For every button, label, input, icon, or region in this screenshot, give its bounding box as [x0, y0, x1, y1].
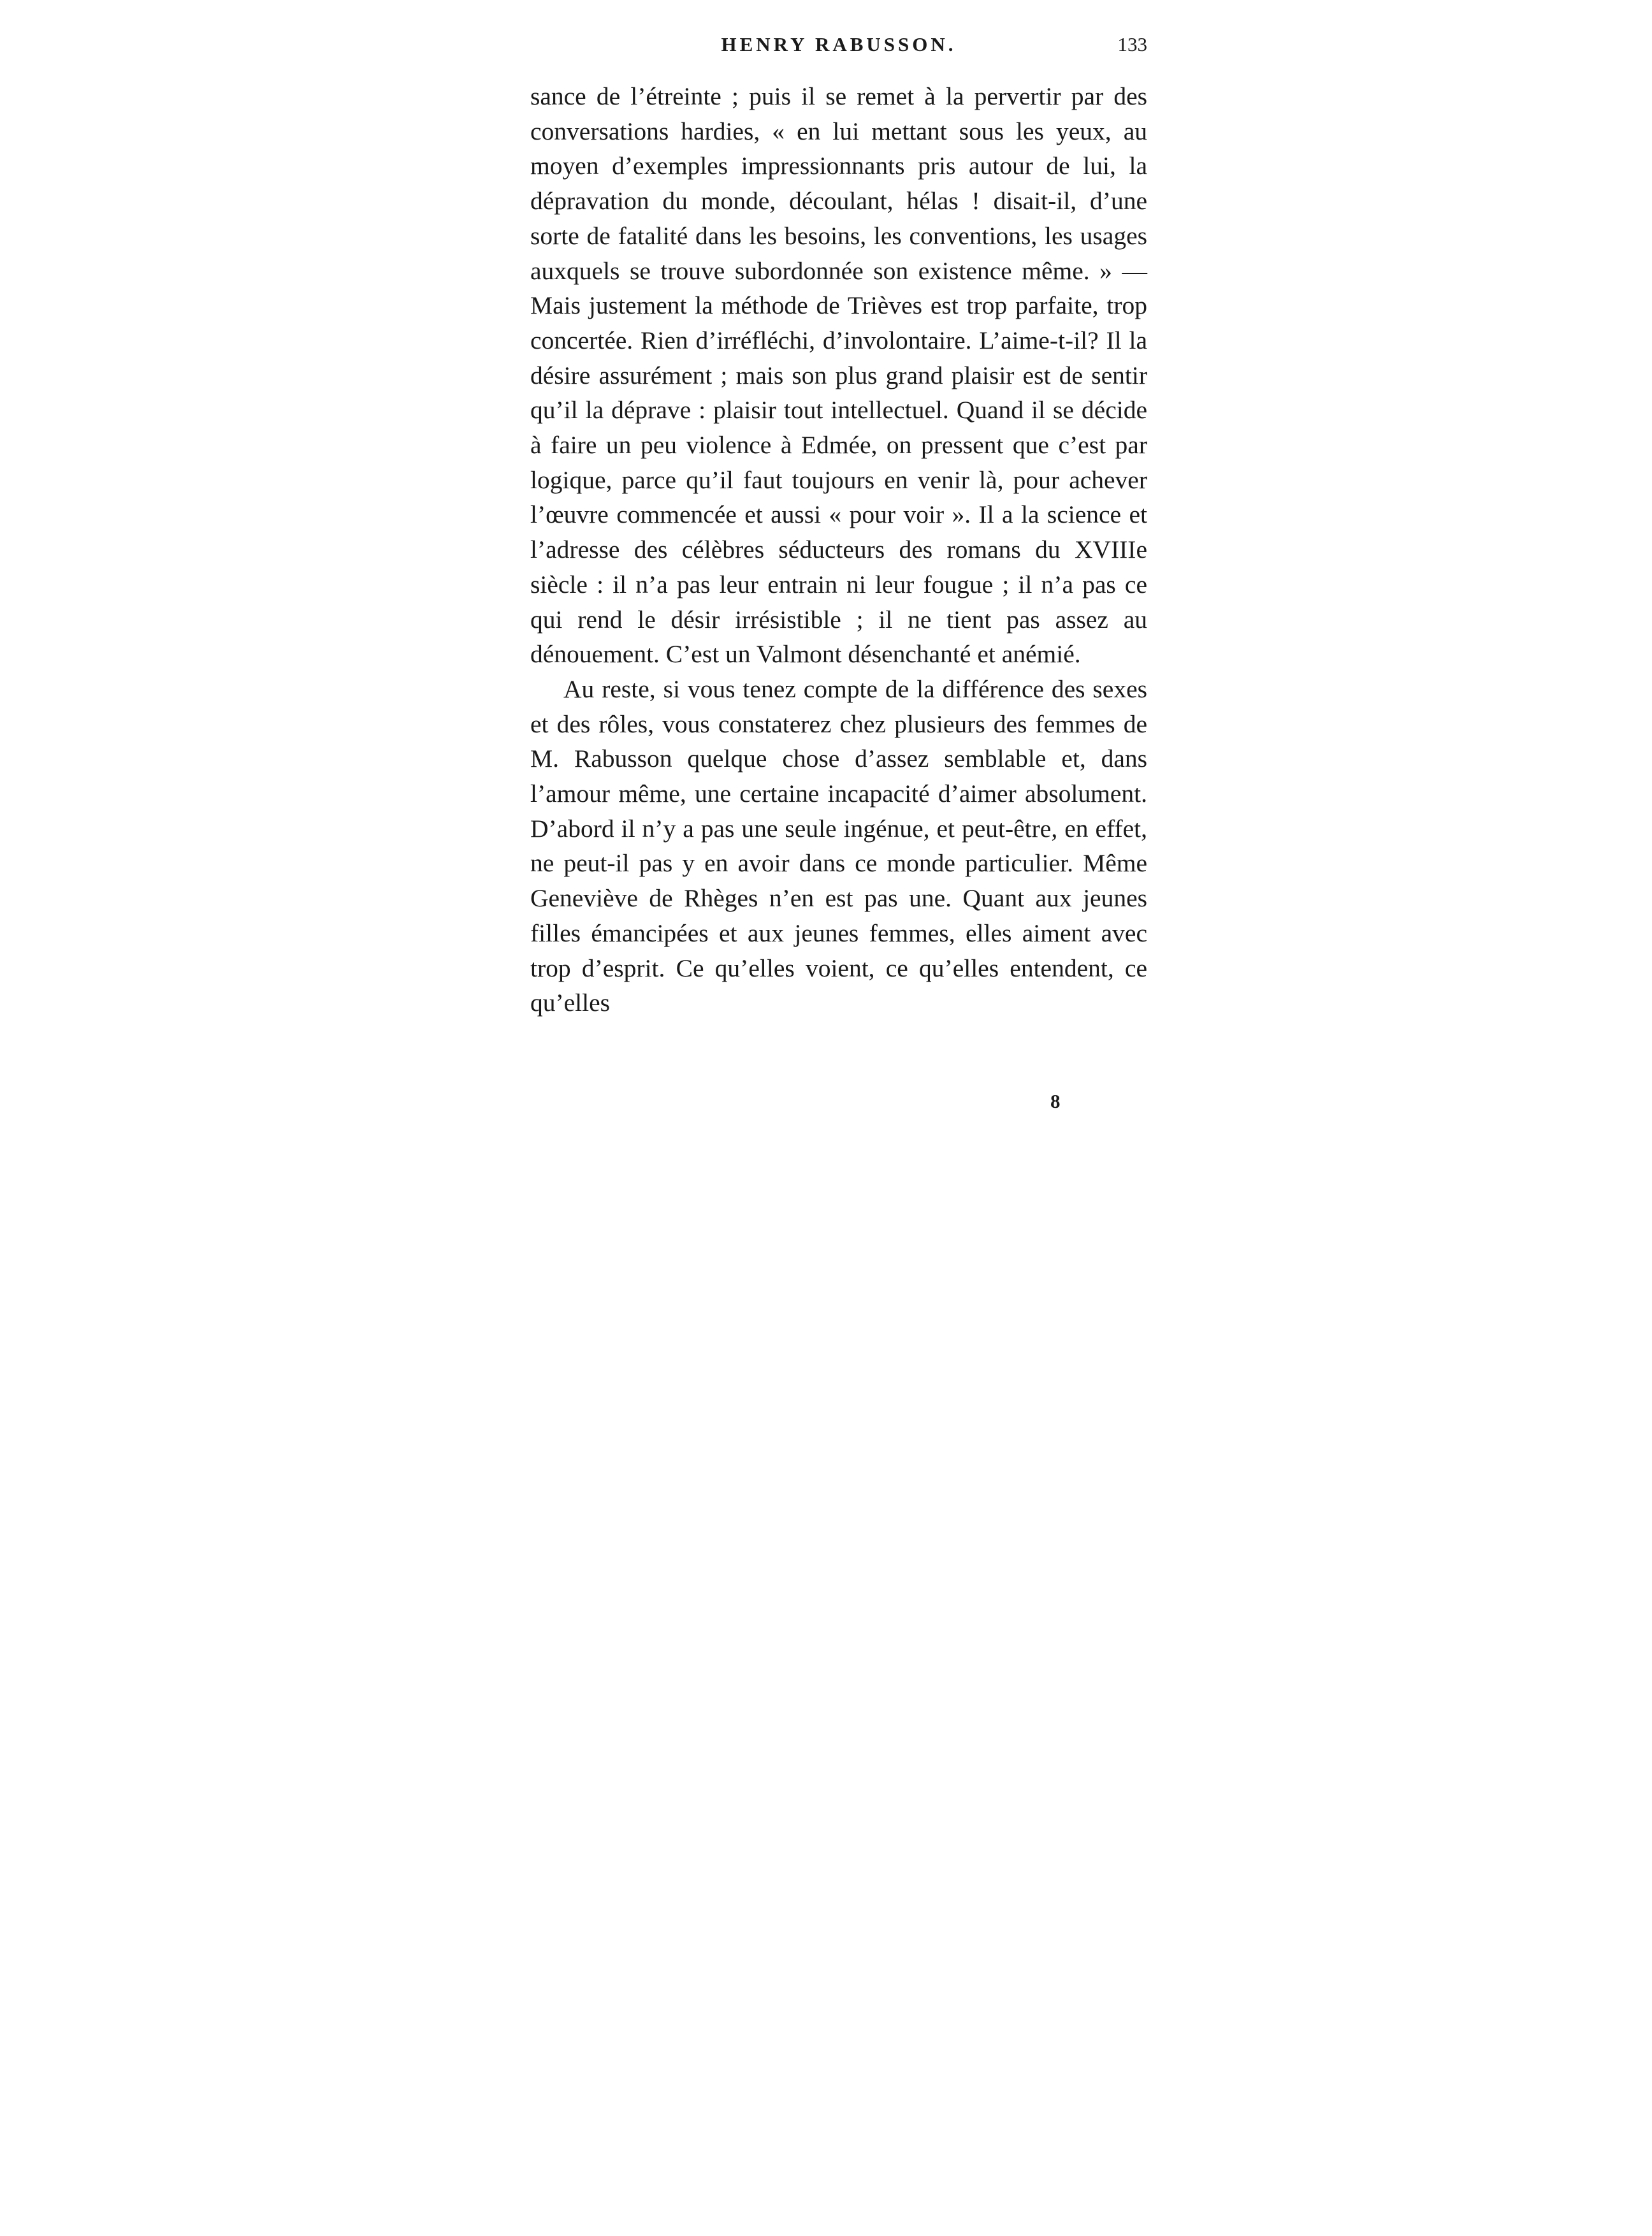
page-number: 133	[1117, 33, 1147, 55]
running-head	[530, 33, 1147, 71]
running-title: HENRY RABUSSON.	[721, 33, 957, 55]
signature-mark: 8	[1050, 1090, 1061, 1112]
paragraph-1: sance de l’étreinte ; puis il se remet à la pervertir par des conversations hardies, « en lui mettant sous les yeux, au moyen d’exemples impressionnants pris autour de lui, la dépravation du monde, découlant, hélas ! disait-il, d’une sorte de fatalité dans les besoins, les conventions, les usages auxquels se trouve subordonnée son existence même. » — Mais justement la méthode de Trièves est trop parfaite, trop concertée. Rien d’irréfléchi, d’involontaire. L’aime-t-il? Il la désire assurément ; mais son plus grand plaisir est de sentir qu’il la déprave : plaisir tout intellectuel. Quand il se décide à faire un peu violence à Edmée, on pressent que c’est par logique, parce qu’il faut toujours en venir là, pour achever l’œuvre commencée et aussi « pour voir ». Il a la science et l’adresse des célèbres séducteurs des romans du XVIIIe siècle : il n’a pas leur entrain ni leur fougue ; il n’a pas ce qui rend le désir irrésistible ; il ne tient pas assez au dénouement. C’est un Valmont désenchanté et anémié.	[530, 82, 1147, 669]
paragraph-2: Au reste, si vous tenez compte de la différence des sexes et des rôles, vous constaterez chez plusieurs des femmes de M. Rabusson quelque chose d’assez semblable et, dans l’amour même, une certaine incapacité d’aimer absolument. D’abord il n’y a pas une seule ingénue, et peut-être, en effet, ne peut-il pas y en avoir dans ce monde particulier. Même Geneviève de Rhèges n’en est pas une. Quant aux jeunes filles émancipées et aux jeunes femmes, elles aiment avec trop d’esprit. Ce qu’elles voient, ce qu’elles entendent, ce qu’elles	[530, 674, 1147, 1017]
body-text	[530, 79, 1147, 1020]
